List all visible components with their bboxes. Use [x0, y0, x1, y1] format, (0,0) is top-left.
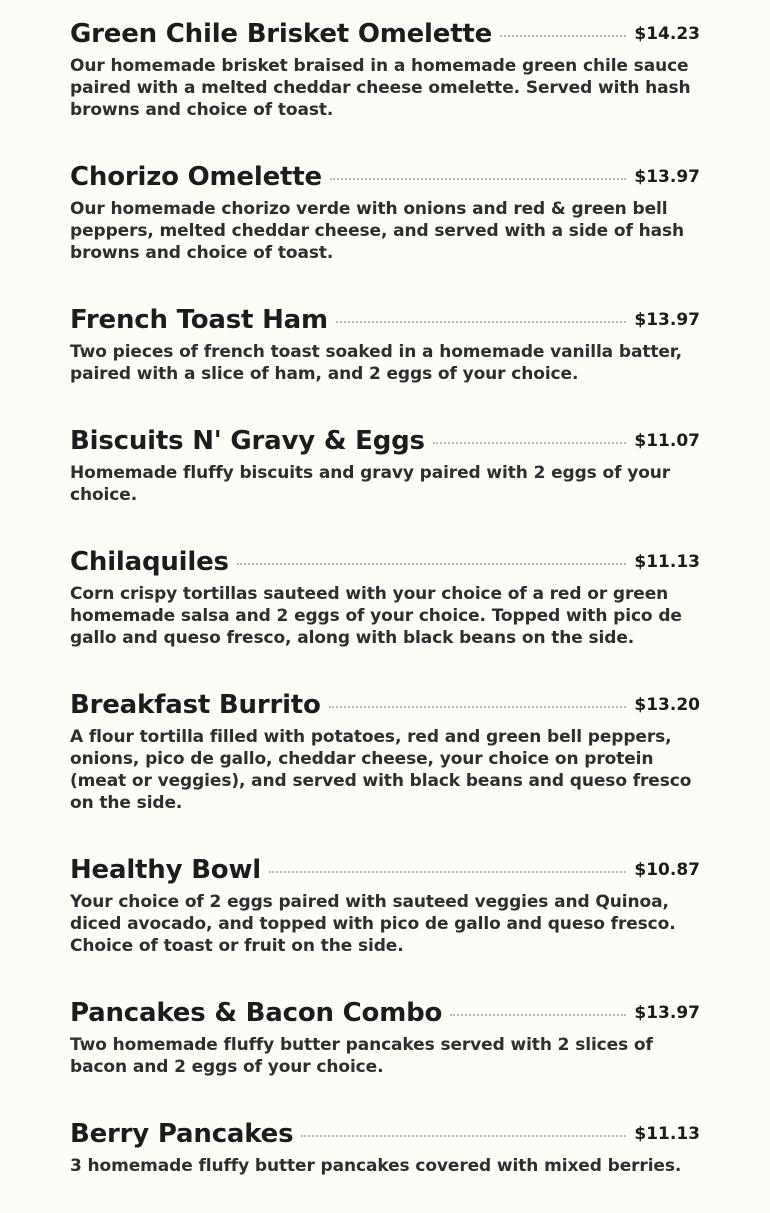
menu-item-name: Green Chile Brisket Omelette: [70, 19, 493, 49]
menu-item-price: $11.13: [634, 1124, 700, 1144]
menu-item-pancakes-bacon-combo: [70, 993, 700, 1078]
menu-item-price: $13.97: [634, 1003, 700, 1023]
menu-item-header: [70, 993, 700, 1033]
menu-item-price: $13.20: [634, 695, 700, 715]
menu-item-price: $11.13: [634, 552, 700, 572]
menu-item-name: Pancakes & Bacon Combo: [70, 998, 443, 1028]
dotted-leader: [330, 178, 626, 180]
menu-item-biscuits-n-gravy-eggs: [70, 421, 700, 506]
menu-item-description: Our homemade chorizo verde with onions and red & green bell peppers, melted cheddar cheese, and served with a side of hash browns and choice of toast.: [70, 199, 684, 263]
menu-item-header: [70, 421, 700, 461]
menu-item-header: [70, 157, 700, 197]
menu-item-green-chile-brisket-omelette: [70, 14, 700, 121]
menu-item-price: $11.07: [634, 431, 700, 451]
menu-item-name: Healthy Bowl: [70, 855, 262, 885]
menu-item-name: Berry Pancakes: [70, 1119, 294, 1149]
menu-item-header: [70, 685, 700, 725]
menu-item-name: Chilaquiles: [70, 547, 229, 577]
dotted-leader: [433, 442, 627, 444]
menu-item-healthy-bowl: [70, 850, 700, 957]
menu-item-description: Homemade fluffy biscuits and gravy paired with 2 eggs of your choice.: [70, 463, 671, 505]
menu-item-description: Two homemade fluffy butter pancakes served with 2 slices of bacon and 2 eggs of your choice.: [70, 1035, 653, 1077]
dotted-leader: [329, 706, 627, 708]
dotted-leader: [450, 1014, 626, 1016]
menu-list: [70, 14, 700, 1213]
menu-item-header: [70, 542, 700, 582]
dotted-leader: [269, 871, 626, 873]
menu-item-header: [70, 1114, 700, 1154]
menu-item-name: Biscuits N' Gravy & Eggs: [70, 426, 425, 456]
dotted-leader: [500, 35, 626, 37]
menu-item-berry-pancakes: [70, 1114, 700, 1177]
menu-item-header: [70, 300, 700, 340]
menu-item-price: $13.97: [634, 167, 700, 187]
menu-item-name: Chorizo Omelette: [70, 162, 322, 192]
dotted-leader: [336, 321, 627, 323]
menu-item-price: $10.87: [634, 860, 700, 880]
dotted-leader: [237, 563, 627, 565]
menu-item-chilaquiles: [70, 542, 700, 649]
menu-item-description: A flour tortilla filled with potatoes, red and green bell peppers, onions, pico de gallo, cheddar cheese, your choice on protein (meat or veggies), and served with black beans and queso fresco on the side.: [70, 727, 692, 813]
dotted-leader: [301, 1135, 626, 1137]
menu-item-header: [70, 850, 700, 890]
menu-item-chorizo-omelette: [70, 157, 700, 264]
menu-item-description: Our homemade brisket braised in a homemade green chile sauce paired with a melted cheddar cheese omelette. Served with hash browns and choice of toast.: [70, 56, 691, 120]
menu-item-description: Two pieces of french toast soaked in a homemade vanilla batter, paired with a slice of ham, and 2 eggs of your choice.: [70, 342, 682, 384]
menu-item-description: Corn crispy tortillas sauteed with your choice of a red or green homemade salsa and 2 eggs of your choice. Topped with pico de gallo and queso fresco, along with black beans on the side.: [70, 584, 682, 648]
menu-item-price: $14.23: [634, 24, 700, 44]
menu-item-name: French Toast Ham: [70, 305, 328, 335]
menu-item-description: 3 homemade fluffy butter pancakes covered with mixed berries.: [70, 1156, 682, 1176]
menu-item-french-toast-ham: [70, 300, 700, 385]
menu-item-description: Your choice of 2 eggs paired with sauteed veggies and Quinoa, diced avocado, and topped with pico de gallo and queso fresco. Choice of toast or fruit on the side.: [70, 892, 676, 956]
menu-item-name: Breakfast Burrito: [70, 690, 321, 720]
menu-item-header: [70, 14, 700, 54]
menu-item-price: $13.97: [634, 310, 700, 330]
menu-item-breakfast-burrito: [70, 685, 700, 814]
